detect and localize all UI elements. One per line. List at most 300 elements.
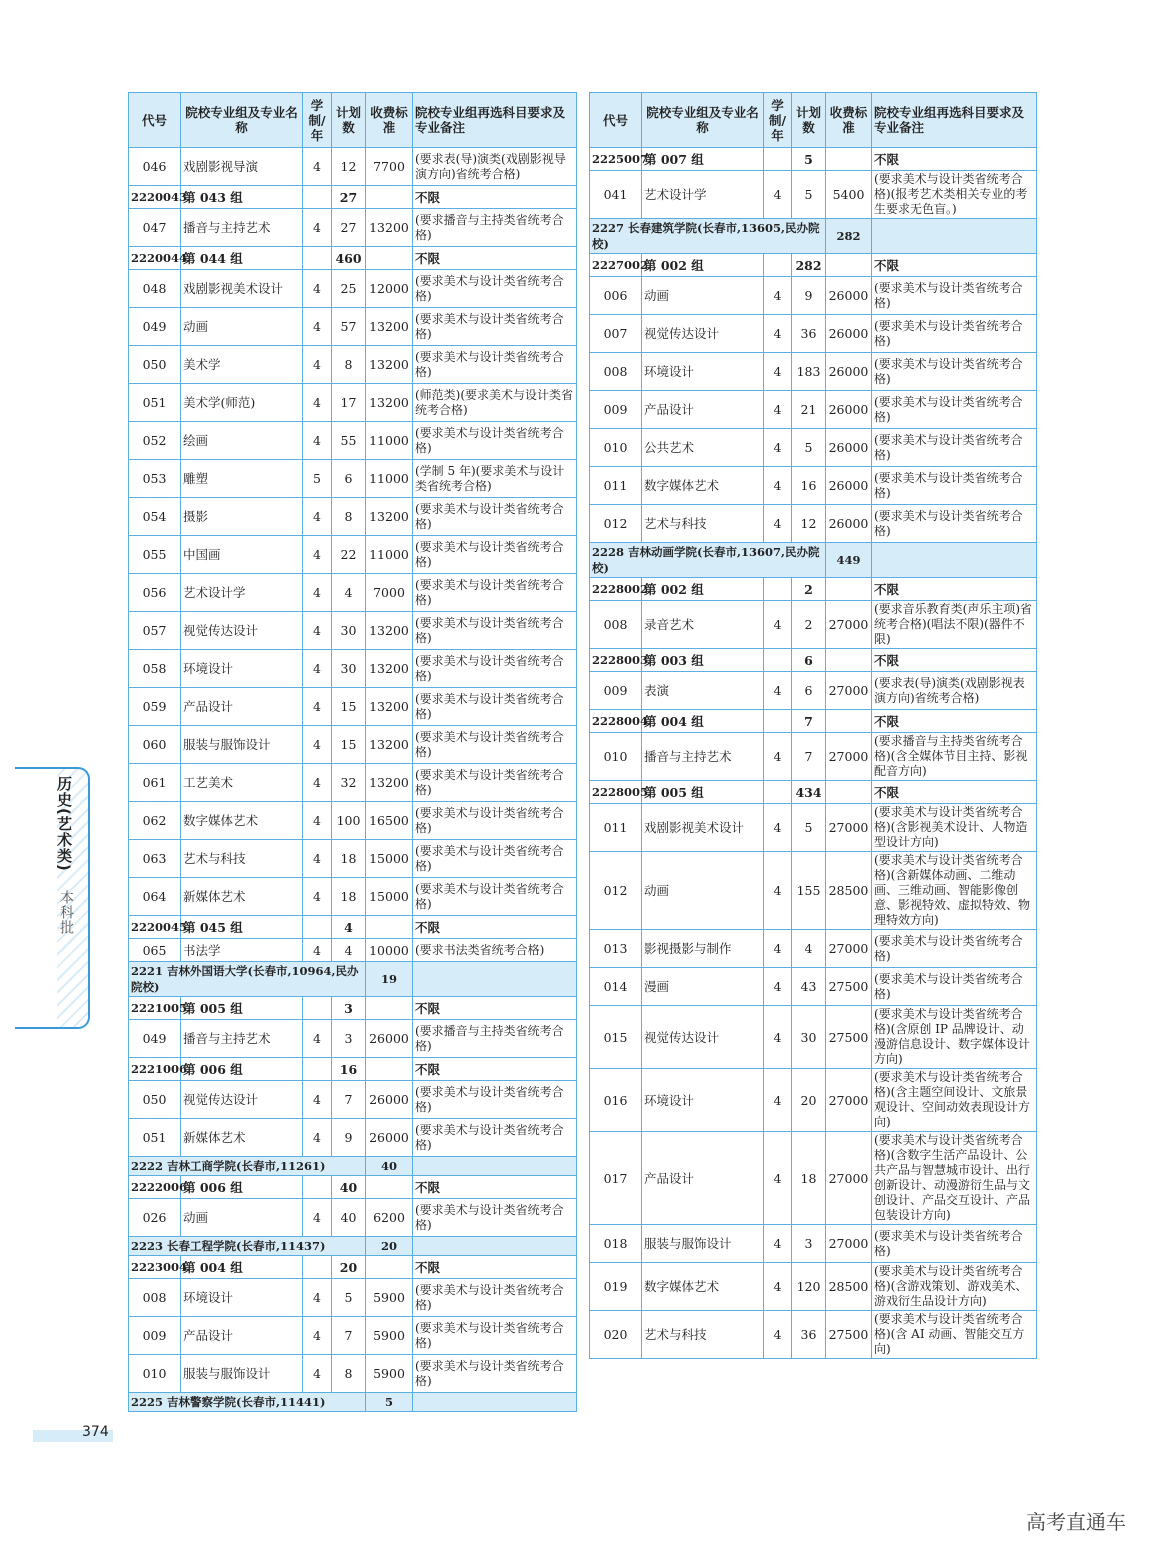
plan-cell: 57 — [332, 308, 366, 346]
years-cell — [764, 148, 792, 171]
fee-cell: 6200 — [366, 1199, 413, 1237]
years-cell: 4 — [303, 764, 332, 802]
code-cell: 065 — [129, 939, 181, 962]
major-row — [129, 1081, 577, 1119]
note-cell — [413, 1157, 577, 1176]
name-cell: 艺术设计学 — [642, 171, 764, 219]
major-row — [129, 726, 577, 764]
years-cell: 4 — [303, 1355, 332, 1393]
name-cell: 数字媒体艺术 — [181, 802, 303, 840]
note-cell: 不限 — [872, 781, 1037, 804]
plan-cell: 434 — [792, 781, 826, 804]
years-cell: 4 — [764, 1311, 792, 1359]
code-cell: 015 — [590, 1006, 642, 1069]
code-cell: 009 — [590, 672, 642, 710]
header-name: 院校专业组及专业名称 — [642, 93, 764, 148]
major-row — [590, 930, 1037, 968]
fee-cell: 27000 — [826, 1132, 872, 1225]
name-cell: 产品设计 — [642, 1132, 764, 1225]
years-cell: 4 — [764, 852, 792, 930]
plan-cell: 27 — [332, 209, 366, 247]
fee-cell — [366, 186, 413, 209]
plan-cell: 15 — [332, 726, 366, 764]
note-cell: (要求美术与设计类省统考合格) — [413, 840, 577, 878]
code-cell: 2227002 — [590, 254, 642, 277]
plan-cell: 12 — [332, 148, 366, 186]
years-cell — [764, 254, 792, 277]
name-cell: 视觉传达设计 — [181, 612, 303, 650]
fee-cell: 28500 — [826, 1263, 872, 1311]
years-cell: 4 — [303, 1020, 332, 1058]
name-cell: 动画 — [181, 1199, 303, 1237]
years-cell: 4 — [764, 804, 792, 852]
years-cell: 4 — [764, 391, 792, 429]
school-row — [590, 543, 1037, 578]
fee-cell — [826, 254, 872, 277]
name-cell: 第 005 组 — [181, 997, 303, 1020]
code-cell: 051 — [129, 384, 181, 422]
plan-cell: 12 — [792, 505, 826, 543]
fee-cell: 26000 — [366, 1119, 413, 1157]
note-cell: 不限 — [872, 148, 1037, 171]
note-cell: (要求美术与设计类省统考合格) — [413, 650, 577, 688]
note-cell: (要求书法类省统考合格) — [413, 939, 577, 962]
years-cell: 4 — [764, 467, 792, 505]
note-cell: 不限 — [413, 997, 577, 1020]
major-row — [590, 277, 1037, 315]
name-cell: 第 003 组 — [642, 649, 764, 672]
years-cell: 4 — [303, 840, 332, 878]
years-cell: 4 — [303, 422, 332, 460]
major-row — [590, 353, 1037, 391]
name-cell: 艺术与科技 — [181, 840, 303, 878]
years-cell: 4 — [764, 733, 792, 781]
plan-cell: 2 — [792, 601, 826, 649]
name-cell: 动画 — [642, 277, 764, 315]
code-cell: 012 — [590, 505, 642, 543]
major-row — [129, 346, 577, 384]
note-cell: (要求美术与设计类省统考合格) — [872, 315, 1037, 353]
note-cell: (要求美术与设计类省统考合格) — [872, 930, 1037, 968]
fee-cell: 27000 — [826, 1225, 872, 1263]
note-cell: 不限 — [413, 247, 577, 270]
note-cell: (要求美术与设计类省统考合格) — [413, 574, 577, 612]
plan-cell: 282 — [826, 219, 872, 254]
major-row — [590, 968, 1037, 1006]
name-cell: 戏剧影视美术设计 — [642, 804, 764, 852]
fee-cell — [366, 997, 413, 1020]
years-cell: 4 — [764, 505, 792, 543]
years-cell: 4 — [303, 612, 332, 650]
code-cell: 008 — [129, 1279, 181, 1317]
plan-cell: 6 — [332, 460, 366, 498]
years-cell — [764, 710, 792, 733]
group-row — [590, 649, 1037, 672]
major-row — [129, 878, 577, 916]
note-cell: (要求美术与设计类省统考合格) — [872, 353, 1037, 391]
plan-cell: 15 — [332, 688, 366, 726]
fee-cell: 26000 — [366, 1081, 413, 1119]
note-cell: (要求美术与设计类省统考合格) — [413, 1279, 577, 1317]
fee-cell — [366, 247, 413, 270]
major-row — [129, 384, 577, 422]
name-cell: 艺术设计学 — [181, 574, 303, 612]
note-cell: (要求美术与设计类省统考合格) — [413, 726, 577, 764]
code-cell: 010 — [590, 429, 642, 467]
major-row — [590, 391, 1037, 429]
years-cell: 4 — [303, 802, 332, 840]
name-cell: 服装与服饰设计 — [181, 726, 303, 764]
major-row — [129, 1279, 577, 1317]
years-cell: 4 — [303, 1199, 332, 1237]
plan-cell: 4 — [332, 574, 366, 612]
fee-cell: 13200 — [366, 209, 413, 247]
header-years: 学制/年 — [764, 93, 792, 148]
plan-cell: 7 — [332, 1081, 366, 1119]
plan-cell: 17 — [332, 384, 366, 422]
fee-cell: 26000 — [826, 429, 872, 467]
major-row — [590, 804, 1037, 852]
plan-cell: 20 — [366, 1237, 413, 1256]
name-cell: 第 006 组 — [181, 1176, 303, 1199]
watermark: 高考直通车 — [1026, 1510, 1126, 1534]
name-cell: 数字媒体艺术 — [642, 467, 764, 505]
plan-cell: 43 — [792, 968, 826, 1006]
plan-cell: 7 — [792, 710, 826, 733]
note-cell: (要求美术与设计类省统考合格) — [413, 1355, 577, 1393]
name-cell: 产品设计 — [642, 391, 764, 429]
name-cell: 第 002 组 — [642, 578, 764, 601]
major-row — [129, 939, 577, 962]
note-cell: (要求美术与设计类省统考合格)(含主题空间设计、文旅景观设计、空间动效表现设计方向) — [872, 1069, 1037, 1132]
admission-table-right — [589, 92, 1037, 1359]
code-cell: 2228004 — [590, 710, 642, 733]
fee-cell: 12000 — [366, 270, 413, 308]
note-cell: (要求美术与设计类省统考合格)(含原创 IP 品牌设计、动漫游信息设计、数字媒体设计方向) — [872, 1006, 1037, 1069]
plan-cell: 6 — [792, 649, 826, 672]
note-cell: 不限 — [413, 1256, 577, 1279]
plan-cell: 4 — [792, 930, 826, 968]
group-row — [129, 916, 577, 939]
name-cell: 第 005 组 — [642, 781, 764, 804]
fee-cell — [826, 578, 872, 601]
major-row — [129, 498, 577, 536]
plan-cell: 5 — [366, 1393, 413, 1412]
fee-cell: 13200 — [366, 498, 413, 536]
note-cell: (要求播音与主持类省统考合格)(含全媒体节目主持、影视配音方向) — [872, 733, 1037, 781]
note-cell: (要求美术与设计类省统考合格)(含游戏策划、游戏美术、游戏衍生品设计方向) — [872, 1263, 1037, 1311]
plan-cell: 21 — [792, 391, 826, 429]
group-row — [129, 997, 577, 1020]
major-row — [590, 852, 1037, 930]
code-cell: 053 — [129, 460, 181, 498]
header-plan: 计划数 — [792, 93, 826, 148]
fee-cell: 13200 — [366, 726, 413, 764]
plan-cell: 32 — [332, 764, 366, 802]
fee-cell: 13200 — [366, 688, 413, 726]
note-cell — [413, 962, 577, 997]
code-cell: 013 — [590, 930, 642, 968]
code-cell: 012 — [590, 852, 642, 930]
group-row — [129, 247, 577, 270]
code-cell: 2228003 — [590, 649, 642, 672]
fee-cell: 26000 — [826, 315, 872, 353]
plan-cell: 27 — [332, 186, 366, 209]
note-cell: (要求表(导)演类(戏剧影视导演方向)省统考合格) — [413, 148, 577, 186]
code-cell: 057 — [129, 612, 181, 650]
fee-cell — [366, 1256, 413, 1279]
code-cell: 055 — [129, 536, 181, 574]
fee-cell: 13200 — [366, 650, 413, 688]
name-cell: 书法学 — [181, 939, 303, 962]
major-row — [129, 1119, 577, 1157]
code-cell: 2221006 — [129, 1058, 181, 1081]
years-cell — [764, 578, 792, 601]
code-cell: 008 — [590, 353, 642, 391]
note-cell: 不限 — [872, 578, 1037, 601]
code-cell: 054 — [129, 498, 181, 536]
header-fee: 收费标准 — [366, 93, 413, 148]
fee-cell: 27000 — [826, 804, 872, 852]
major-row — [129, 802, 577, 840]
years-cell — [303, 247, 332, 270]
code-cell: 017 — [590, 1132, 642, 1225]
side-tab-title: 历史(艺术类) — [55, 776, 73, 872]
plan-cell: 3 — [332, 1020, 366, 1058]
years-cell: 4 — [303, 308, 332, 346]
name-cell: 第 045 组 — [181, 916, 303, 939]
plan-cell: 155 — [792, 852, 826, 930]
note-cell: (要求美术与设计类省统考合格) — [872, 429, 1037, 467]
note-cell: (学制 5 年)(要求美术与设计类省统考合格) — [413, 460, 577, 498]
fee-cell: 11000 — [366, 422, 413, 460]
fee-cell — [826, 710, 872, 733]
plan-cell: 282 — [792, 254, 826, 277]
plan-cell: 40 — [366, 1157, 413, 1176]
name-cell: 录音艺术 — [642, 601, 764, 649]
name-cell: 数字媒体艺术 — [642, 1263, 764, 1311]
code-cell: 2220043 — [129, 186, 181, 209]
fee-cell: 26000 — [826, 277, 872, 315]
years-cell — [303, 1256, 332, 1279]
code-cell: 041 — [590, 171, 642, 219]
name-cell: 第 004 组 — [642, 710, 764, 733]
major-row — [590, 315, 1037, 353]
years-cell: 4 — [303, 384, 332, 422]
code-cell: 050 — [129, 346, 181, 384]
name-cell: 产品设计 — [181, 1317, 303, 1355]
plan-cell: 120 — [792, 1263, 826, 1311]
code-cell: 052 — [129, 422, 181, 460]
code-cell: 2225007 — [590, 148, 642, 171]
side-tab-band — [15, 769, 57, 1027]
major-row — [129, 460, 577, 498]
major-row — [129, 764, 577, 802]
years-cell — [303, 186, 332, 209]
major-row — [129, 1317, 577, 1355]
note-cell: (要求美术与设计类省统考合格) — [413, 346, 577, 384]
fee-cell: 11000 — [366, 536, 413, 574]
major-row — [590, 733, 1037, 781]
years-cell: 4 — [764, 672, 792, 710]
plan-cell: 5 — [332, 1279, 366, 1317]
plan-cell: 22 — [332, 536, 366, 574]
code-cell: 009 — [129, 1317, 181, 1355]
note-cell: (要求美术与设计类省统考合格) — [413, 688, 577, 726]
major-row — [129, 1199, 577, 1237]
name-cell: 环境设计 — [181, 1279, 303, 1317]
fee-cell: 13200 — [366, 764, 413, 802]
fee-cell: 13200 — [366, 346, 413, 384]
fee-cell — [826, 649, 872, 672]
note-cell: (要求美术与设计类省统考合格) — [872, 391, 1037, 429]
note-cell: (要求美术与设计类省统考合格)(报考艺术类相关专业的考生要求无色盲。) — [872, 171, 1037, 219]
code-cell: 060 — [129, 726, 181, 764]
years-cell: 4 — [764, 315, 792, 353]
code-cell: 006 — [590, 277, 642, 315]
code-cell: 062 — [129, 802, 181, 840]
years-cell — [764, 781, 792, 804]
code-cell: 2223004 — [129, 1256, 181, 1279]
major-row — [590, 601, 1037, 649]
note-cell: (要求美术与设计类省统考合格) — [413, 878, 577, 916]
header-note: 院校专业组再选科目要求及专业备注 — [413, 93, 577, 148]
fee-cell — [366, 1058, 413, 1081]
group-row — [129, 186, 577, 209]
school-row — [129, 1393, 577, 1412]
name-cell: 播音与主持艺术 — [181, 1020, 303, 1058]
header-name: 院校专业组及专业名称 — [181, 93, 303, 148]
fee-cell: 27000 — [826, 672, 872, 710]
code-cell: 010 — [590, 733, 642, 781]
code-cell: 2220044 — [129, 247, 181, 270]
years-cell: 4 — [303, 209, 332, 247]
name-cell: 第 002 组 — [642, 254, 764, 277]
major-row — [590, 171, 1037, 219]
plan-cell: 8 — [332, 498, 366, 536]
note-cell: (要求美术与设计类省统考合格) — [413, 1317, 577, 1355]
years-cell: 4 — [764, 968, 792, 1006]
header-years: 学制/年 — [303, 93, 332, 148]
plan-cell: 3 — [332, 997, 366, 1020]
fee-cell: 5900 — [366, 1279, 413, 1317]
note-cell: 不限 — [413, 1058, 577, 1081]
school-name-cell: 2221 吉林外国语大学(长春市,10964,民办院校) — [129, 962, 366, 997]
note-cell — [872, 219, 1037, 254]
fee-cell: 13200 — [366, 612, 413, 650]
school-row — [129, 1157, 577, 1176]
fee-cell: 15000 — [366, 878, 413, 916]
major-row — [129, 840, 577, 878]
note-cell: (要求美术与设计类省统考合格) — [413, 1081, 577, 1119]
name-cell: 环境设计 — [181, 650, 303, 688]
name-cell: 第 006 组 — [181, 1058, 303, 1081]
school-row — [129, 1237, 577, 1256]
note-cell: (要求美术与设计类省统考合格) — [872, 277, 1037, 315]
years-cell: 4 — [303, 939, 332, 962]
note-cell: 不限 — [413, 1176, 577, 1199]
section-side-tab — [15, 767, 90, 1029]
code-cell: 009 — [590, 391, 642, 429]
note-cell: (师范类)(要求美术与设计类省统考合格) — [413, 384, 577, 422]
fee-cell: 27500 — [826, 1311, 872, 1359]
name-cell: 播音与主持艺术 — [642, 733, 764, 781]
code-cell: 046 — [129, 148, 181, 186]
note-cell: (要求美术与设计类省统考合格) — [413, 422, 577, 460]
group-row — [129, 1256, 577, 1279]
header-plan: 计划数 — [332, 93, 366, 148]
plan-cell: 25 — [332, 270, 366, 308]
school-name-cell: 2225 吉林警察学院(长春市,11441) — [129, 1393, 366, 1412]
fee-cell: 5900 — [366, 1355, 413, 1393]
plan-cell: 18 — [332, 878, 366, 916]
group-row — [590, 254, 1037, 277]
major-row — [590, 505, 1037, 543]
fee-cell: 13200 — [366, 308, 413, 346]
group-row — [590, 710, 1037, 733]
major-row — [129, 574, 577, 612]
name-cell: 服装与服饰设计 — [181, 1355, 303, 1393]
note-cell: (要求音乐教育类(声乐主项)省统考合格)(唱法不限)(器件不限) — [872, 601, 1037, 649]
years-cell: 4 — [303, 726, 332, 764]
fee-cell: 28500 — [826, 852, 872, 930]
fee-cell: 5400 — [826, 171, 872, 219]
name-cell: 戏剧影视美术设计 — [181, 270, 303, 308]
table-header — [590, 93, 1037, 148]
fee-cell: 26000 — [826, 467, 872, 505]
group-row — [129, 1058, 577, 1081]
major-row — [129, 612, 577, 650]
plan-cell: 9 — [332, 1119, 366, 1157]
fee-cell: 26000 — [826, 353, 872, 391]
note-cell: (要求美术与设计类省统考合格) — [413, 1119, 577, 1157]
name-cell: 美术学(师范) — [181, 384, 303, 422]
years-cell: 4 — [303, 1081, 332, 1119]
plan-cell: 7 — [792, 733, 826, 781]
fee-cell: 27000 — [826, 930, 872, 968]
years-cell — [303, 1058, 332, 1081]
plan-cell: 9 — [792, 277, 826, 315]
major-row — [129, 308, 577, 346]
plan-cell: 18 — [792, 1132, 826, 1225]
code-cell: 026 — [129, 1199, 181, 1237]
plan-cell: 4 — [332, 916, 366, 939]
plan-cell: 30 — [332, 650, 366, 688]
years-cell: 4 — [303, 650, 332, 688]
code-cell: 059 — [129, 688, 181, 726]
name-cell: 中国画 — [181, 536, 303, 574]
major-row — [590, 1006, 1037, 1069]
years-cell: 4 — [764, 1006, 792, 1069]
years-cell: 4 — [764, 1132, 792, 1225]
fee-cell: 26000 — [826, 505, 872, 543]
code-cell: 016 — [590, 1069, 642, 1132]
group-row — [590, 148, 1037, 171]
name-cell: 新媒体艺术 — [181, 1119, 303, 1157]
fee-cell: 26000 — [826, 391, 872, 429]
code-cell: 061 — [129, 764, 181, 802]
fee-cell: 26000 — [366, 1020, 413, 1058]
fee-cell: 16500 — [366, 802, 413, 840]
plan-cell: 449 — [826, 543, 872, 578]
code-cell: 2228002 — [590, 578, 642, 601]
note-cell: 不限 — [872, 649, 1037, 672]
plan-cell: 6 — [792, 672, 826, 710]
plan-cell: 30 — [332, 612, 366, 650]
major-row — [590, 1225, 1037, 1263]
years-cell: 4 — [303, 1119, 332, 1157]
fee-cell: 15000 — [366, 840, 413, 878]
